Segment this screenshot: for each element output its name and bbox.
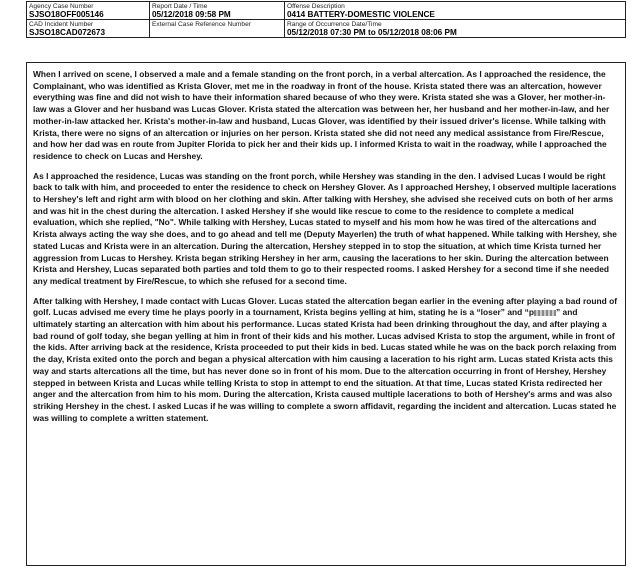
cad-number: SJSO18CAD072673 bbox=[29, 28, 106, 37]
occurrence-range: 05/12/2018 07:30 PM to 05/12/2018 08:06 PM bbox=[287, 28, 457, 37]
narrative-paragraph-3 bbox=[33, 296, 619, 425]
occurrence-cell bbox=[285, 20, 626, 38]
redaction-mark bbox=[534, 310, 556, 316]
narrative-paragraph-2: As I approached the residence, Lucas was standing on the front porch, while Hershey was standing in the den. I advised Lucas I would be right back to talk with him, and proceeded to enter the residence to check on Hershey Glover. As I approached Hershey, I observed multiple lacerations to Hershey's left and right arm with blood on her clothing and skin. After talking with Hershey, she advised she received cuts on both of her arms and was hit in the chest during the altercation. I asked Hershey if she would like rescue to come to the residence to complete a medical evaluation, which she replied, "No". While talking with Hershey, Lucas stated to myself and his mom how he was tired of the altercations and Krista always acting the way she does, and to go ahead and tell me (Deputy Mayerlen) the truth of what happened. While talking with Hershey, she stated Lucas and Krista were in an altercation. During the altercation, Hershey stepped in to stop the situation, at which time Krista turned her aggression from Lucas to Hershey. Krista began striking Hershey in her arm, causing the lacerations to her skin. During the altercation between Krista and Hershey, Lucas separated both parties and told them to go to their respected rooms. I asked Hershey for a second time if she needed any medical treatment by Fire/Rescue, to which she refused for a second time. bbox=[33, 170, 617, 286]
agency-case-number: SJSO18OFF005146 bbox=[29, 10, 104, 19]
offense-description: 0414 BATTERY-DOMESTIC VIOLENCE bbox=[287, 10, 435, 19]
report-header-table bbox=[26, 1, 626, 38]
cad-cell bbox=[27, 20, 150, 38]
agency-case-label: Agency Case Number bbox=[29, 3, 94, 10]
external-ref-cell bbox=[150, 20, 285, 38]
report-date-cell bbox=[150, 2, 285, 20]
offense-label: Offense Description bbox=[287, 3, 345, 10]
agency-case-cell bbox=[27, 2, 150, 20]
external-ref-label: External Case Reference Number bbox=[152, 21, 251, 28]
occurrence-label: Range of Occurrence Date/Time bbox=[287, 21, 382, 28]
narrative-paragraph-3-part-a: After talking with Hershey, I made contact with Lucas Glover. Lucas stated the altercation began earlier in the evening after playing a bad round of golf. Lucas advised me every time he plays poorly in a tournament, Krista begins yelling at him, stating he is a “loser” and “p bbox=[33, 295, 618, 318]
narrative-box bbox=[26, 62, 626, 566]
report-date: 05/12/2018 09:58 PM bbox=[152, 10, 231, 19]
cad-label: CAD Incident Number bbox=[29, 21, 94, 28]
offense-cell bbox=[285, 2, 626, 20]
narrative-paragraph-1: When I arrived on scene, I observed a male and a female standing on the front porch, in a verbal altercation. As I approached the residence, the Complainant, who was identified as Krista Glover, met me in the roadway in front of the house. Krista stated there was an altercation, however everything was fine and did not wish to have their information shared because of who they were. Krista stated she was a Glover, her mother-in-law was a Glover and her husband was Lucas Glover. Krista stated the altercation was between her, her husband and her mother-in-law, and her mother-in-law attacked her. Krista's mother-in-law and husband, Lucas Glover, was identified by their issued driver's license. While talking with Krista, there were no signs of an altercation or injuries on her person. Krista stated she did not need any medical assistance from Fire/Rescue, and how her dad was en route from Jupiter Florida to pick her and their kids up. I informed Krista to wait in the roadway, while I approached the residence to check on Lucas and Hershey. bbox=[33, 69, 610, 161]
report-date-label: Report Date / Time bbox=[152, 3, 208, 10]
narrative-paragraph-3-part-b: ” and ultimately starting an altercation with him about his performance. Lucas stated Krista had been drinking throughout the day, and after playing a bad round of golf today, she began yelling at him in front of their kids and his mother. Lucas advised Krista to stop the argument, while in front of the kids. After arriving back at the residence, Krista proceeded to put their kids in bed. Lucas stated while he was on the back porch relaxing from the day, Krista exited onto the porch and began a physical altercation with him causing a laceration to his right arm. Lucas stated Krista acts this way and starts altercations all the time, but has never done so in front of his mom. Due to the altercation occurring in front of Hershey, Hershey stepped in between Krista and Lucas while telling Krista to stop in attempt to end the situation. At that time, Lucas stated Krista redirected her anger and the altercation from him to his mom. During the altercation, Krista caused multiple lacerations to both of Hershey's arms and was also striking Hershey in the chest. I asked Lucas if he was willing to complete a sworn affidavit, regarding the incident and altercation. Lucas stated he was willing to complete a written statement. bbox=[33, 307, 617, 423]
